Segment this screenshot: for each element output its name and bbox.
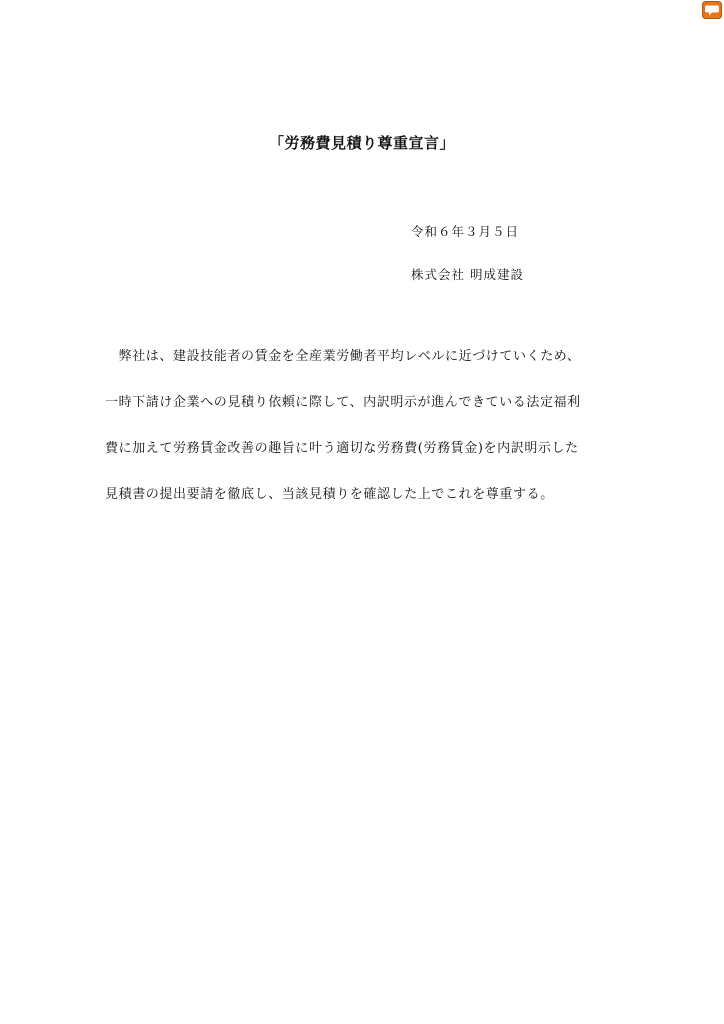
- body-line: 費に加えて労務賃金改善の趣旨に叶う適切な労務費(労務賃金)を内訳明示した: [105, 441, 579, 456]
- comment-icon[interactable]: [702, 1, 722, 19]
- body-line: 見積書の提出要請を徹底し、当該見積りを確認した上でこれを尊重する。: [105, 487, 554, 502]
- document-body: [105, 350, 625, 534]
- document-date: 令和６年３月５日: [411, 224, 520, 239]
- company-name: 株式会社 明成建設: [411, 267, 524, 282]
- document-title: 「労務費見積り尊重宣言」: [268, 134, 455, 152]
- body-line: 弊社は、建設技能者の賃金を全産業労働者平均レベルに近づけていくため、: [105, 349, 581, 364]
- body-line: 一時下請け企業への見積り依頼に際して、内訳明示が進んできている法定福利: [105, 395, 581, 410]
